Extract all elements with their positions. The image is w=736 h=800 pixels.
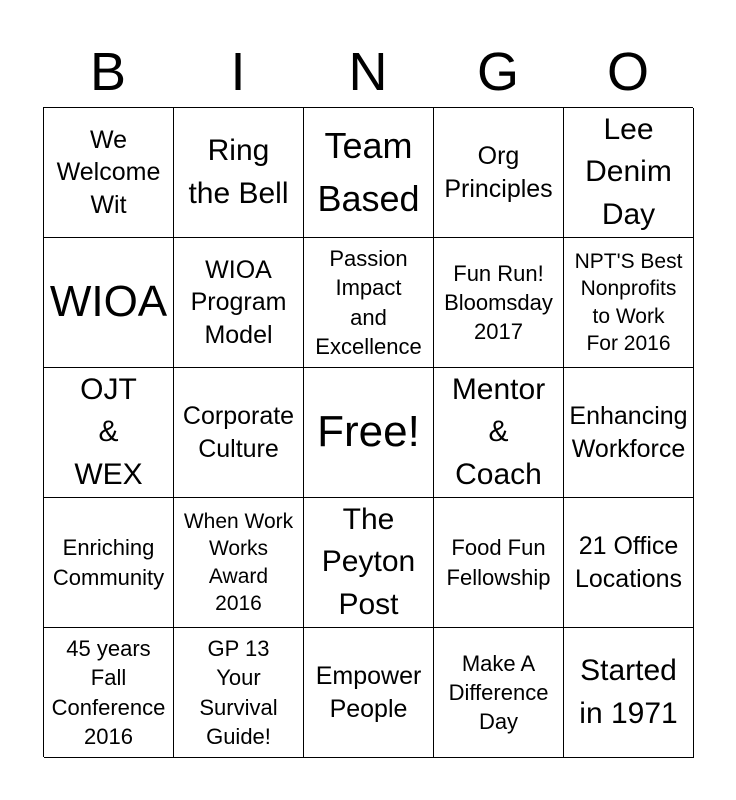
bingo-cell[interactable]: GP 13 Your Survival Guide! xyxy=(174,628,304,758)
bingo-cell[interactable]: Make A Difference Day xyxy=(434,628,564,758)
bingo-cell[interactable]: The Peyton Post xyxy=(304,498,434,628)
bingo-cell[interactable]: WIOA xyxy=(44,238,174,368)
bingo-cell[interactable]: WIOA Program Model xyxy=(174,238,304,368)
bingo-cell[interactable]: Passion Impact and Excellence xyxy=(304,238,434,368)
header-letter-o: O xyxy=(606,42,649,102)
header-letter-i: I xyxy=(230,42,246,102)
header-letter-n: N xyxy=(348,42,388,102)
bingo-cell[interactable]: OJT & WEX xyxy=(44,368,174,498)
bingo-header xyxy=(43,38,693,106)
bingo-cell[interactable]: Org Principles xyxy=(434,108,564,238)
bingo-cell[interactable]: Food Fun Fellowship xyxy=(434,498,564,628)
header-letter-g: G xyxy=(476,42,519,102)
bingo-cell[interactable]: We Welcome Wit xyxy=(44,108,174,238)
bingo-card xyxy=(43,107,693,757)
bingo-cell[interactable]: Team Based xyxy=(304,108,434,238)
free-space-cell[interactable]: Free! xyxy=(304,368,434,498)
bingo-cell[interactable]: Enhancing Workforce xyxy=(564,368,694,498)
bingo-cell[interactable]: Empower People xyxy=(304,628,434,758)
bingo-cell[interactable]: Corporate Culture xyxy=(174,368,304,498)
bingo-cell[interactable]: When Work Works Award 2016 xyxy=(174,498,304,628)
bingo-cell[interactable]: Ring the Bell xyxy=(174,108,304,238)
bingo-cell[interactable]: Fun Run! Bloomsday 2017 xyxy=(434,238,564,368)
bingo-cell[interactable]: NPT'S Best Nonprofits to Work For 2016 xyxy=(564,238,694,368)
header-letter-b: B xyxy=(89,42,127,102)
bingo-cell[interactable]: Enriching Community xyxy=(44,498,174,628)
bingo-cell[interactable]: 45 years Fall Conference 2016 xyxy=(44,628,174,758)
bingo-cell[interactable]: Lee Denim Day xyxy=(564,108,694,238)
bingo-cell[interactable]: 21 Office Locations xyxy=(564,498,694,628)
bingo-cell[interactable]: Mentor & Coach xyxy=(434,368,564,498)
bingo-cell[interactable]: Started in 1971 xyxy=(564,628,694,758)
